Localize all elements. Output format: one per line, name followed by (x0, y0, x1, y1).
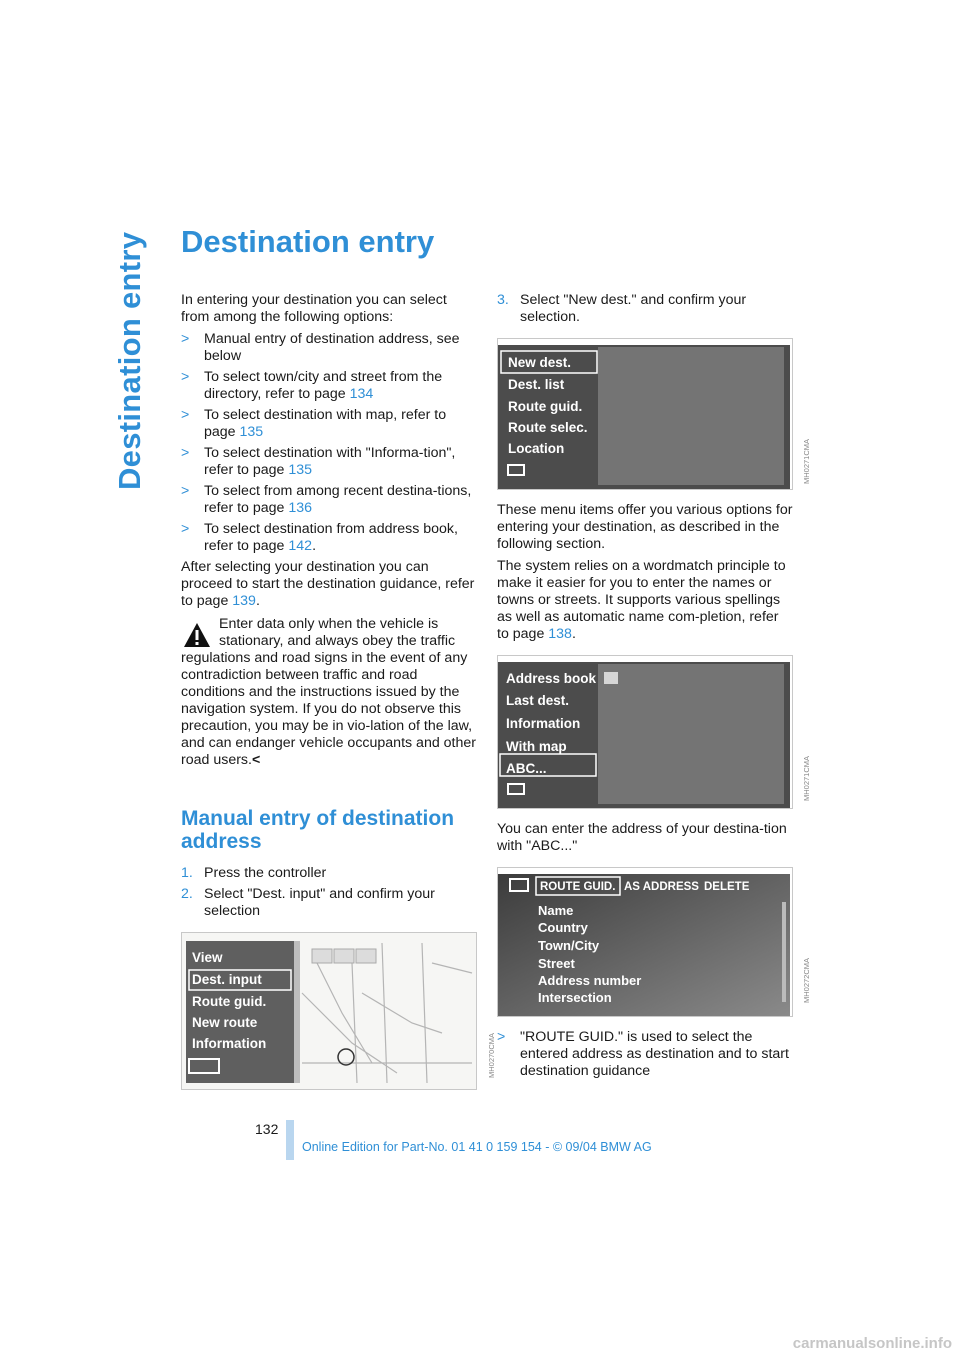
page-link[interactable]: 135 (288, 462, 313, 478)
figure-code: MH0271CMA (802, 756, 811, 802)
bullet-marker: > (181, 369, 190, 385)
screenshot-address-entry (497, 867, 811, 1017)
field-item[interactable]: Town/City (538, 938, 600, 953)
menu-item[interactable]: Address book (506, 671, 597, 686)
bullet-marker: > (181, 407, 190, 423)
menu-item[interactable]: Information (192, 1036, 267, 1051)
watermark: carmanualsonline.info (792, 1335, 952, 1352)
route-guid-option[interactable]: ROUTE GUID. (540, 881, 616, 893)
figure-code: MH0272CMA (802, 958, 811, 1004)
field-item[interactable]: Name (538, 903, 574, 918)
page-link[interactable]: 138 (548, 626, 572, 642)
end-mark: < (251, 752, 261, 768)
as-address-option[interactable]: AS ADDRESS (624, 881, 699, 893)
page-link[interactable]: 136 (288, 500, 313, 516)
menu-item[interactable]: Route selec. (508, 420, 588, 435)
menu-item[interactable]: With map (506, 739, 567, 754)
menu-item[interactable]: View (192, 950, 223, 965)
section-heading: Manual entry of destination address (181, 807, 455, 853)
bullet-marker: > (181, 331, 190, 347)
list-item: > To select destination with "Informa-tion", refer to page 135 (181, 445, 456, 478)
menu-item-selected[interactable]: New dest. (508, 355, 572, 370)
warning-triangle-icon (183, 620, 211, 650)
field-item[interactable]: Address number (538, 973, 642, 988)
delete-option[interactable]: DELETE (704, 881, 750, 893)
list-item: > To select destination with map, refer to page 135 (181, 407, 447, 440)
list-item: > To select destination from address book, refer to page 142. (181, 521, 458, 554)
menu-item[interactable]: Last dest. (506, 693, 570, 708)
step-number: 3. (497, 292, 509, 308)
menu-item-selected[interactable]: Dest. input (192, 972, 262, 987)
wordmatch-paragraph: The system relies on a wordmatch principle to make it easier for you to enter the names or towns or streets. It supports various spellings as well as automatic name com-pletion, refer to page 138. (497, 558, 786, 642)
field-item[interactable]: Intersection (538, 990, 612, 1005)
screenshot-address-book-menu (497, 655, 811, 809)
menu-options-paragraph: These menu items offer you various options for entering your destination, as described in the following section. (497, 502, 793, 552)
menu-item[interactable]: Location (508, 441, 565, 456)
list-item: > To select town/city and street from the directory, refer to page 134 (181, 369, 443, 402)
after-paragraph: After selecting your destination you can proceed to start the destination guidance, refer to page 139. (181, 559, 475, 609)
step-item: 2. Select "Dest. input" and confirm your selection (181, 886, 435, 919)
screenshot-dest-input-menu (181, 932, 496, 1090)
options-list (181, 331, 477, 555)
figure-code: MH0271CMA (802, 439, 811, 485)
bullet-marker: > (181, 521, 190, 537)
menu-item-selected[interactable]: ABC... (506, 761, 547, 776)
step-item: 3. Select "New dest." and confirm your selection. (497, 292, 747, 325)
list-item: > To select from among recent destina-tions, refer to page 136 (181, 483, 472, 516)
bullet-marker: > (181, 445, 190, 461)
bullet-marker: > (181, 483, 190, 499)
right-column (497, 292, 811, 1084)
menu-item[interactable]: New route (192, 1015, 258, 1030)
footer-bar (286, 1120, 294, 1160)
menu-item[interactable]: Route guid. (508, 399, 583, 414)
page-link[interactable]: 135 (239, 424, 264, 440)
list-item: > Manual entry of destination address, see below (181, 331, 460, 364)
step-number: 2. (181, 886, 193, 902)
menu-item[interactable]: Information (506, 716, 581, 731)
screenshot-new-dest-menu (497, 338, 811, 490)
page-number: 132 (255, 1121, 279, 1137)
footer-text: Online Edition for Part-No. 01 41 0 159 154 - © 09/04 BMW AG (302, 1140, 652, 1154)
field-item[interactable]: Country (538, 920, 588, 935)
figure-code: MH0270CMA (487, 1033, 496, 1079)
intro-paragraph: In entering your destination you can select from among the following options: (181, 292, 447, 325)
page-link[interactable]: 134 (349, 386, 374, 402)
warning-text: Enter data only when the vehicle is stationary, and always obey the traffic regulations and road signs in the event of any contradiction between traffic and road conditions and the instructions issued by the navigation system. If you do not observe this precaution, you may be in vio-lation of the law, and can endanger vehicle occupants and other road users. (181, 616, 477, 768)
side-chapter-title: Destination entry (112, 231, 147, 490)
bullet-marker: > (497, 1029, 506, 1045)
menu-item[interactable]: Route guid. (192, 994, 267, 1009)
warning-box (181, 616, 477, 769)
menu-item[interactable]: Dest. list (508, 377, 565, 392)
list-item: > "ROUTE GUID." is used to select the entered address as destination and to start destination guidance (497, 1029, 789, 1079)
field-item[interactable]: Street (538, 956, 575, 971)
abc-paragraph: You can enter the address of your destina-tion with "ABC..." (497, 821, 787, 854)
step-item: 1. Press the controller (181, 865, 327, 881)
step-number: 1. (181, 865, 193, 881)
left-column (181, 292, 496, 1102)
map-background (182, 933, 476, 1089)
page-link[interactable]: 142 (288, 538, 313, 554)
page-link[interactable]: 139 (232, 593, 256, 609)
page-title: Destination entry (181, 224, 435, 259)
